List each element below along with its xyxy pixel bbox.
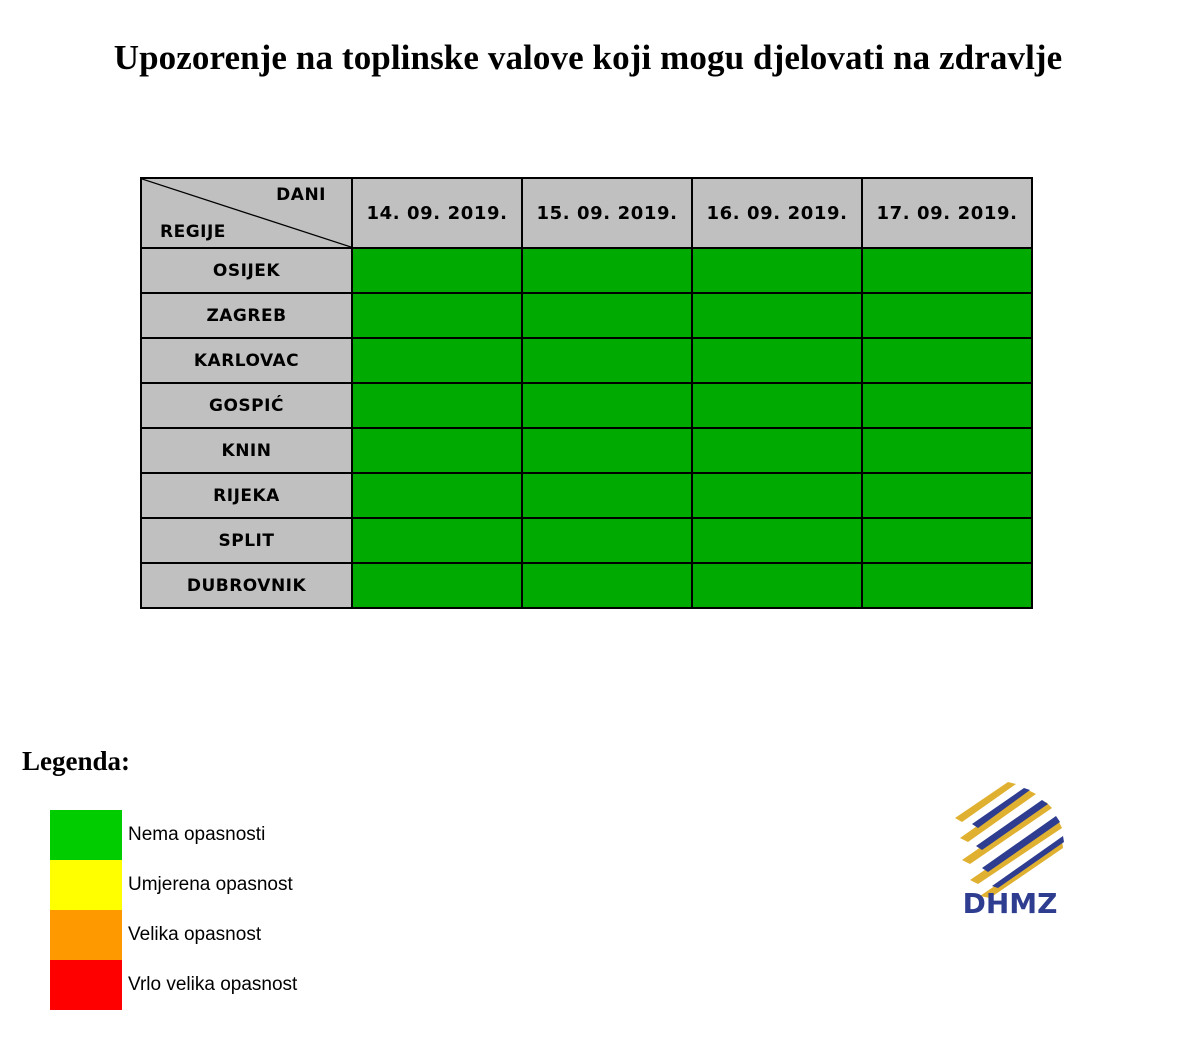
legend-item [50, 910, 297, 960]
dhmz-logo [950, 780, 1070, 920]
warning-level-cell [522, 473, 692, 518]
warning-level-cell [522, 383, 692, 428]
warning-level-cell [352, 473, 522, 518]
table-row [141, 383, 1032, 428]
legend-swatch [50, 960, 122, 1010]
region-name-cell: SPLIT [141, 518, 352, 563]
region-name-cell: KARLOVAC [141, 338, 352, 383]
warning-level-cell [692, 563, 862, 608]
warning-level-cell [522, 518, 692, 563]
region-name-cell: RIJEKA [141, 473, 352, 518]
legend-title: Legenda: [22, 746, 130, 776]
warning-level-cell [692, 428, 862, 473]
warning-level-cell [862, 338, 1032, 383]
legend [50, 810, 297, 1010]
warning-level-cell [862, 248, 1032, 293]
warning-level-cell [352, 383, 522, 428]
warning-level-cell [692, 248, 862, 293]
legend-label: Nema opasnosti [128, 824, 266, 845]
warning-level-cell [352, 248, 522, 293]
region-name-cell: ZAGREB [141, 293, 352, 338]
logo-stripes-icon [955, 782, 1064, 898]
region-name-cell: OSIJEK [141, 248, 352, 293]
warning-level-cell [692, 473, 862, 518]
table-row [141, 563, 1032, 608]
warning-level-cell [862, 293, 1032, 338]
warning-level-cell [862, 518, 1032, 563]
table-row [141, 248, 1032, 293]
legend-item [50, 860, 297, 910]
warning-level-cell [862, 473, 1032, 518]
date-header: 16. 09. 2019. [692, 178, 862, 248]
warning-level-cell [352, 293, 522, 338]
warning-level-cell [862, 428, 1032, 473]
table-header-row [141, 178, 1032, 248]
table-row [141, 428, 1032, 473]
legend-item [50, 810, 297, 860]
warning-level-cell [862, 383, 1032, 428]
date-header: 15. 09. 2019. [522, 178, 692, 248]
table-row [141, 518, 1032, 563]
legend-swatch [50, 910, 122, 960]
warning-level-cell [522, 248, 692, 293]
date-header: 17. 09. 2019. [862, 178, 1032, 248]
table-row [141, 473, 1032, 518]
warning-level-cell [522, 563, 692, 608]
warning-level-cell [352, 428, 522, 473]
regions-label: REGIJE [160, 222, 226, 242]
legend-label: Umjerena opasnost [128, 874, 293, 895]
warning-level-cell [352, 563, 522, 608]
warning-level-cell [862, 563, 1032, 608]
page-title: Upozorenje na toplinske valove koji mogu djelovati na zdravlje [113, 38, 1063, 77]
warning-level-cell [352, 338, 522, 383]
warning-level-cell [522, 338, 692, 383]
legend-item [50, 960, 297, 1010]
region-name-cell: KNIN [141, 428, 352, 473]
heatwave-warning-table [140, 177, 1033, 609]
warning-level-cell [522, 428, 692, 473]
legend-swatch [50, 810, 122, 860]
logo-text: DHMZ [962, 887, 1058, 920]
legend-label: Velika opasnost [128, 924, 262, 945]
warning-level-cell [692, 338, 862, 383]
table-row [141, 293, 1032, 338]
region-name-cell: DUBROVNIK [141, 563, 352, 608]
warning-level-cell [352, 518, 522, 563]
date-header: 14. 09. 2019. [352, 178, 522, 248]
legend-swatch [50, 860, 122, 910]
table-row [141, 338, 1032, 383]
warning-level-cell [692, 383, 862, 428]
warning-level-cell [522, 293, 692, 338]
warning-level-cell [692, 518, 862, 563]
days-label: DANI [276, 185, 326, 205]
region-name-cell: GOSPIĆ [141, 383, 352, 428]
legend-label: Vrlo velika opasnost [128, 974, 298, 995]
warning-level-cell [692, 293, 862, 338]
corner-header-cell [141, 178, 352, 248]
